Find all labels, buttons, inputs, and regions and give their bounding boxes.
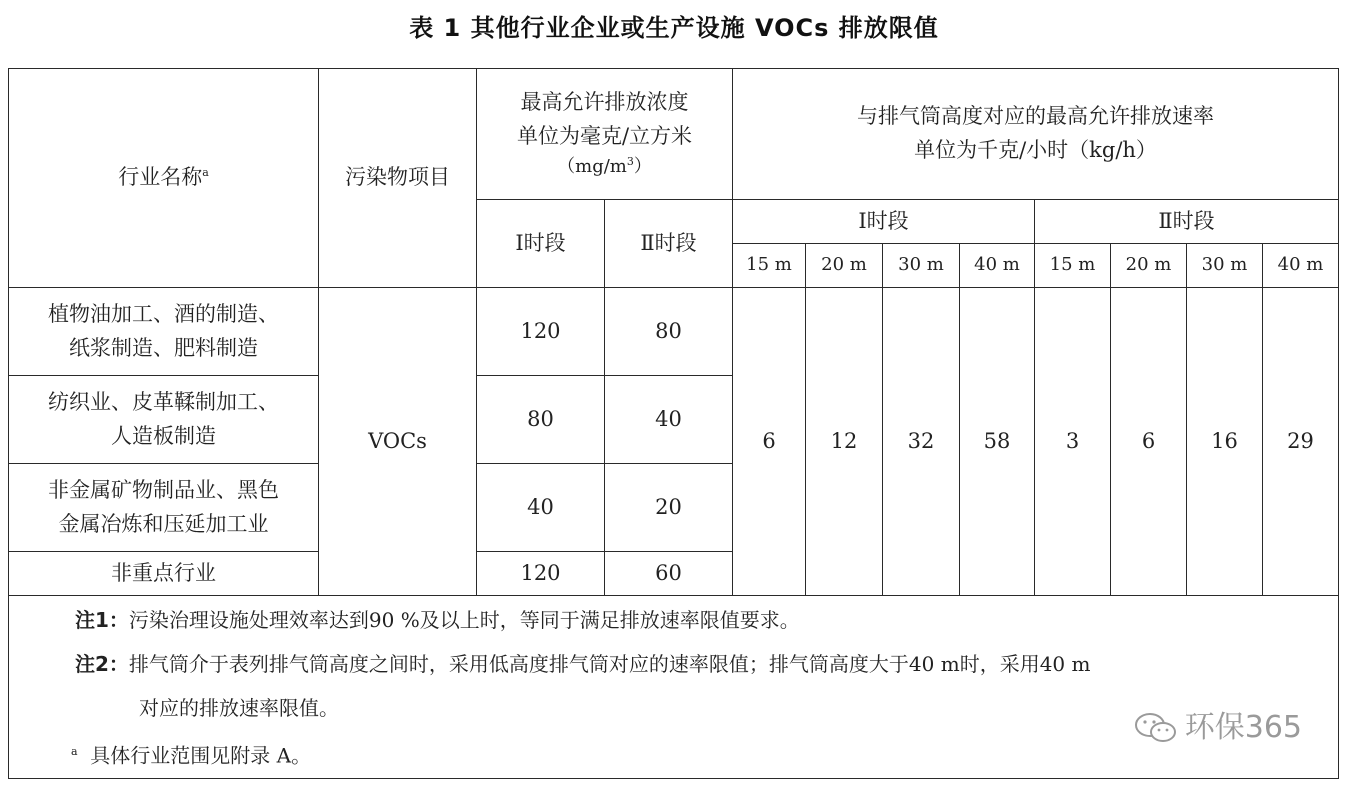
header-rate-period-1: Ⅰ时段 [733, 200, 1035, 244]
header-conc-period-2: Ⅱ时段 [605, 200, 733, 288]
wechat-icon [1133, 711, 1179, 745]
header-conc-period-1: Ⅰ时段 [477, 200, 605, 288]
note-1: 注1：污染治理设施处理效率达到90 %及以上时，等同于满足排放速率限值要求。 [75, 608, 800, 632]
height-cell: 40 m [960, 244, 1035, 288]
rate-cell: 32 [883, 288, 960, 596]
header-concentration: 最高允许排放浓度 单位为毫克/立方米 $(mg/m^3)$ [477, 69, 733, 200]
rate-cell: 3 [1035, 288, 1111, 596]
conc-p1-cell: 120 [477, 288, 605, 376]
rate-cell: 12 [806, 288, 883, 596]
header-pollutant: 污染物项目 [319, 69, 477, 288]
voc-emission-table [8, 68, 1339, 779]
header-rate-period-2: Ⅱ时段 [1035, 200, 1339, 244]
notes-cell [9, 596, 1339, 779]
rate-cell: 29 [1263, 288, 1339, 596]
height-cell: 20 m [1111, 244, 1187, 288]
conc-p2-cell: 80 [605, 288, 733, 376]
note-2: 注2：排气筒介于表列排气筒高度之间时，采用低高度排气筒对应的速率限值；排气筒高度大于40 m时，采用40 m [75, 652, 1091, 676]
rate-cell: 58 [960, 288, 1035, 596]
conc-p2-cell: 40 [605, 376, 733, 464]
industry-cell: 植物油加工、酒的制造、 纸浆制造、肥料制造 [9, 288, 319, 376]
conc-p1-cell: 120 [477, 552, 605, 596]
height-cell: 20 m [806, 244, 883, 288]
conc-p1-cell: 80 [477, 376, 605, 464]
rate-cell: 6 [733, 288, 806, 596]
height-cell: 30 m [1187, 244, 1263, 288]
header-rate: 与排气筒高度对应的最高允许排放速率 单位为千克/小时（kg/h） [733, 69, 1339, 200]
note-2-continued: 对应的排放速率限值。 [139, 696, 339, 720]
height-cell: 15 m [1035, 244, 1111, 288]
pollutant-cell: VOCs [319, 288, 477, 596]
table-title: 表 1 其他行业企业或生产设施 VOCs 排放限值 [409, 14, 939, 42]
watermark: 环保365 [1133, 704, 1302, 752]
rate-cell: 16 [1187, 288, 1263, 596]
note-3: $^a$ 具体行业范围见附录 A。 [71, 743, 312, 768]
conc-p2-cell: 20 [605, 464, 733, 552]
footnote-mark: a [202, 166, 209, 180]
conc-p2-cell: 60 [605, 552, 733, 596]
rate-cell: 6 [1111, 288, 1187, 596]
header-industry: 行业名称$^a$ [9, 69, 319, 288]
height-cell: 15 m [733, 244, 806, 288]
industry-cell: 非金属矿物制品业、黑色 金属冶炼和压延加工业 [9, 464, 319, 552]
conc-p1-cell: 40 [477, 464, 605, 552]
industry-cell: 非重点行业 [9, 552, 319, 596]
height-cell: 30 m [883, 244, 960, 288]
height-cell: 40 m [1263, 244, 1339, 288]
industry-cell: 纺织业、皮革鞣制加工、 人造板制造 [9, 376, 319, 464]
